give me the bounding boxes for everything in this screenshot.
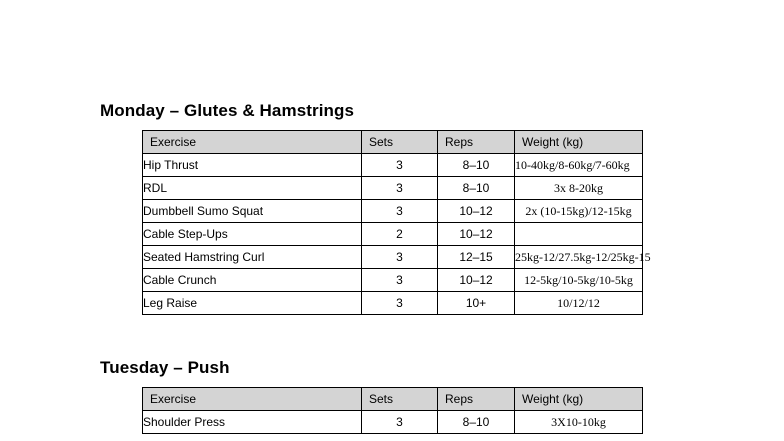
cell-weight: 3x 8-20kg xyxy=(515,177,643,200)
table-row xyxy=(143,177,643,200)
cell-reps: 10+ xyxy=(438,292,515,315)
cell-exercise: Cable Step-Ups xyxy=(143,223,362,246)
cell-weight: 10/12/12 xyxy=(515,292,643,315)
cell-sets: 3 xyxy=(362,200,438,223)
column-header-reps: Reps xyxy=(438,131,515,154)
cell-reps: 10–12 xyxy=(438,223,515,246)
table-header-row xyxy=(143,388,643,411)
table-row xyxy=(143,154,643,177)
column-header-sets: Sets xyxy=(362,388,438,411)
cell-weight: 25kg-12/27.5kg-12/25kg-15 xyxy=(515,246,643,269)
column-header-weight: Weight (kg) xyxy=(515,388,643,411)
cell-exercise: Leg Raise xyxy=(143,292,362,315)
cell-weight xyxy=(515,223,643,246)
cell-exercise: Dumbbell Sumo Squat xyxy=(143,200,362,223)
table-row xyxy=(143,269,643,292)
table-header-row xyxy=(143,131,643,154)
column-header-exercise: Exercise xyxy=(143,131,362,154)
table-row xyxy=(143,292,643,315)
cell-weight: 10-40kg/8-60kg/7-60kg xyxy=(515,154,643,177)
cell-sets: 2 xyxy=(362,223,438,246)
cell-exercise: Hip Thrust xyxy=(143,154,362,177)
cell-exercise: Seated Hamstring Curl xyxy=(143,246,362,269)
cell-reps: 10–12 xyxy=(438,269,515,292)
cell-reps: 8–10 xyxy=(438,154,515,177)
section-title-monday: Monday – Glutes & Hamstrings xyxy=(100,101,355,120)
column-header-reps: Reps xyxy=(438,388,515,411)
cell-reps: 10–12 xyxy=(438,200,515,223)
table-row xyxy=(143,200,643,223)
column-header-weight: Weight (kg) xyxy=(515,131,643,154)
cell-reps: 8–10 xyxy=(438,411,515,434)
table-row xyxy=(143,411,643,434)
cell-weight: 2x (10-15kg)/12-15kg xyxy=(515,200,643,223)
cell-weight: 3X10-10kg xyxy=(515,411,643,434)
cell-sets: 3 xyxy=(362,292,438,315)
cell-sets: 3 xyxy=(362,269,438,292)
cell-weight: 12-5kg/10-5kg/10-5kg xyxy=(515,269,643,292)
cell-sets: 3 xyxy=(362,246,438,269)
table-row xyxy=(143,246,643,269)
column-header-sets: Sets xyxy=(362,131,438,154)
cell-sets: 3 xyxy=(362,154,438,177)
cell-sets: 3 xyxy=(362,411,438,434)
column-header-exercise: Exercise xyxy=(143,388,362,411)
cell-exercise: Cable Crunch xyxy=(143,269,362,292)
cell-sets: 3 xyxy=(362,177,438,200)
cell-exercise: RDL xyxy=(143,177,362,200)
section-title-tuesday: Tuesday – Push xyxy=(100,358,230,377)
workout-table-monday xyxy=(142,130,651,315)
cell-reps: 8–10 xyxy=(438,177,515,200)
table-row xyxy=(143,223,643,246)
workout-table-tuesday xyxy=(142,387,643,434)
cell-exercise: Shoulder Press xyxy=(143,411,362,434)
cell-reps: 12–15 xyxy=(438,246,515,269)
